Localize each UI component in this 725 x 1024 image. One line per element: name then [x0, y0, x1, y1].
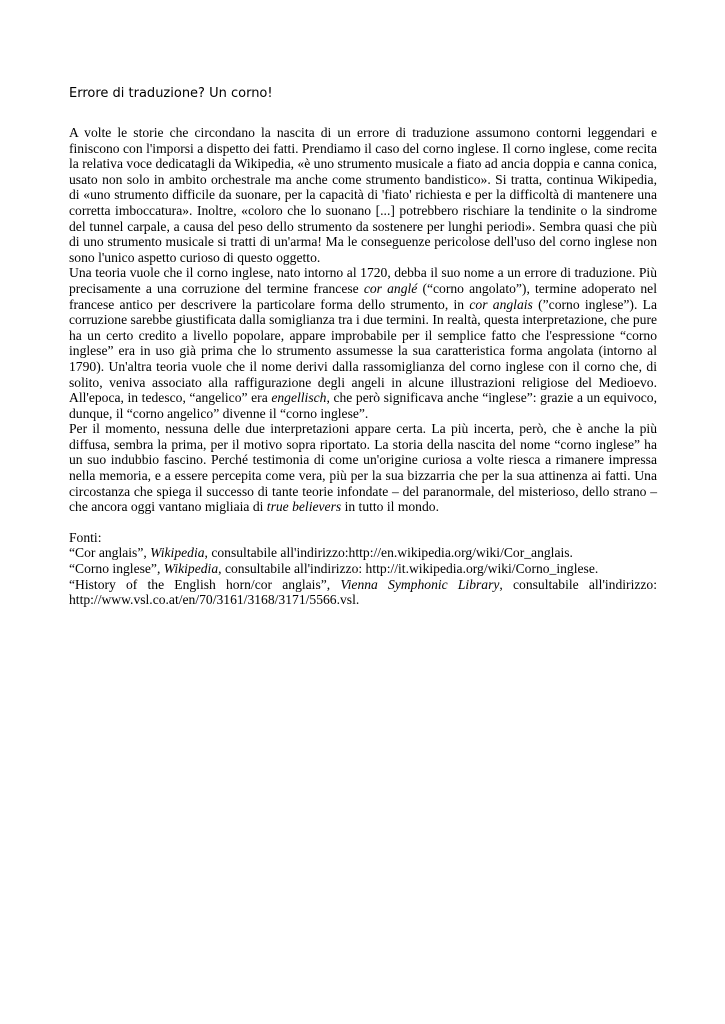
italic-text: engellisch — [271, 390, 327, 406]
paragraph — [69, 421, 657, 515]
paragraph — [69, 125, 657, 265]
document-page — [69, 86, 657, 608]
source-item — [69, 577, 657, 608]
paragraph — [69, 265, 657, 421]
text-run: “History of the English horn/cor anglais”, — [69, 576, 341, 592]
source-item — [69, 561, 657, 577]
article-title: Errore di traduzione? Un corno! — [69, 86, 273, 101]
sources-section — [69, 530, 657, 608]
text-run: (“corno angolato”), termine adoperato nel francese antico per descrivere la particolare forma dello strumento, in — [69, 280, 657, 312]
text-run: , che però significava anche “inglese”: grazie a un equivoco, dunque, il “corno angelico” divenne il “corno inglese”. — [69, 390, 657, 421]
text-run: (”corno inglese”). La corruzione sarebbe giustificata dalla somiglianza tra i due termini. In realtà, questa interpretazione, che pure ha un certo credito a livello popolare, appare improbabile per il semplice fatto che l'espressione “corno inglese” era in uso già prima che lo strumento assumesse la sua caratteristica forma angolata (intorno al 1790). Un'altra teoria vuole che il nome derivi dalla rassomiglianza del corno inglese con il corno che, di solito, veniva associato alla raffigurazione degli angeli in alcune illustrazioni religiose del Medioevo. All'epoca, in tedesco, “angelico” era — [69, 296, 657, 406]
text-run: Per il momento, nessuna delle due interpretazioni appare certa. La più incerta, però, che è anche la più diffusa, sembra la prima, per il motivo sopra riportato. La storia della nascita del nome “corno inglese” ha un suo indubbio fascino. Perché testimonia di come un'origine curiosa a volte riesca a rimanere impressa nella memoria, e a essere percepita come vera, più per la sua bizzarria che per la sua attinenza ai fatti. Una circostanza che spiega il successo di tante teorie infondate – del paranormale, del misterioso, dello strano – che ancora oggi vantano migliaia di — [69, 421, 657, 515]
italic-text: cor anglais — [469, 296, 533, 312]
italic-text: true believers — [266, 499, 342, 515]
sources-heading: Fonti: — [69, 529, 102, 545]
text-run: , consultabile all'indirizzo:http://en.wikipedia.org/wiki/Cor_anglais. — [204, 545, 573, 561]
italic-text: Wikipedia — [150, 545, 205, 561]
text-run: “Corno inglese”, — [69, 561, 164, 577]
text-run: A volte le storie che circondano la nascita di un errore di traduzione assumono contorni leggendari e finiscono con l'imporsi a dispetto dei fatti. Prendiamo il caso del corno inglese. Il corno inglese, come recita la relativa voce dedicatagli da Wikipedia, «è uno strumento musicale a fiato ad ancia doppia e canna conica, usato non solo in ambito orchestrale ma anche come strumento bandistico». Si tratta, continua Wikipedia, di «uno strumento difficile da suonare, per la capacità di 'fiato' richiesta e per la difficoltà di mantenere una corretta imboccatura». Inoltre, «coloro che lo suonano [...] potrebbero rischiare la tendinite o la sindrome del tunnel carpale, a causa del peso dello strumento da sostenere per lunghi periodi». Sembra quasi che più di uno strumento musicale si tratti di un'arma! Ma le conseguenze pericolose dell'uso del corno inglese non sono l'unico aspetto curioso di questo oggetto. — [69, 125, 657, 265]
text-run: , consultabile all'indirizzo: http://www.vsl.co.at/en/70/3161/3168/3171/5566.vsl. — [69, 576, 657, 608]
source-item — [69, 545, 657, 561]
text-run: “Cor anglais”, — [69, 545, 151, 561]
text-run: in tutto il mondo. — [341, 499, 439, 515]
text-run: Una teoria vuole che il corno inglese, nato intorno al 1720, debba il suo nome a un errore di traduzione. Più precisamente a una corruzione del termine francese — [69, 265, 657, 296]
text-run: , consultabile all'indirizzo: http://it.wikipedia.org/wiki/Corno_inglese. — [218, 561, 599, 577]
italic-text: Wikipedia — [163, 561, 219, 577]
article-body — [69, 125, 657, 515]
italic-text: cor anglé — [363, 280, 418, 296]
italic-text: Vienna Symphonic Library — [340, 576, 500, 592]
